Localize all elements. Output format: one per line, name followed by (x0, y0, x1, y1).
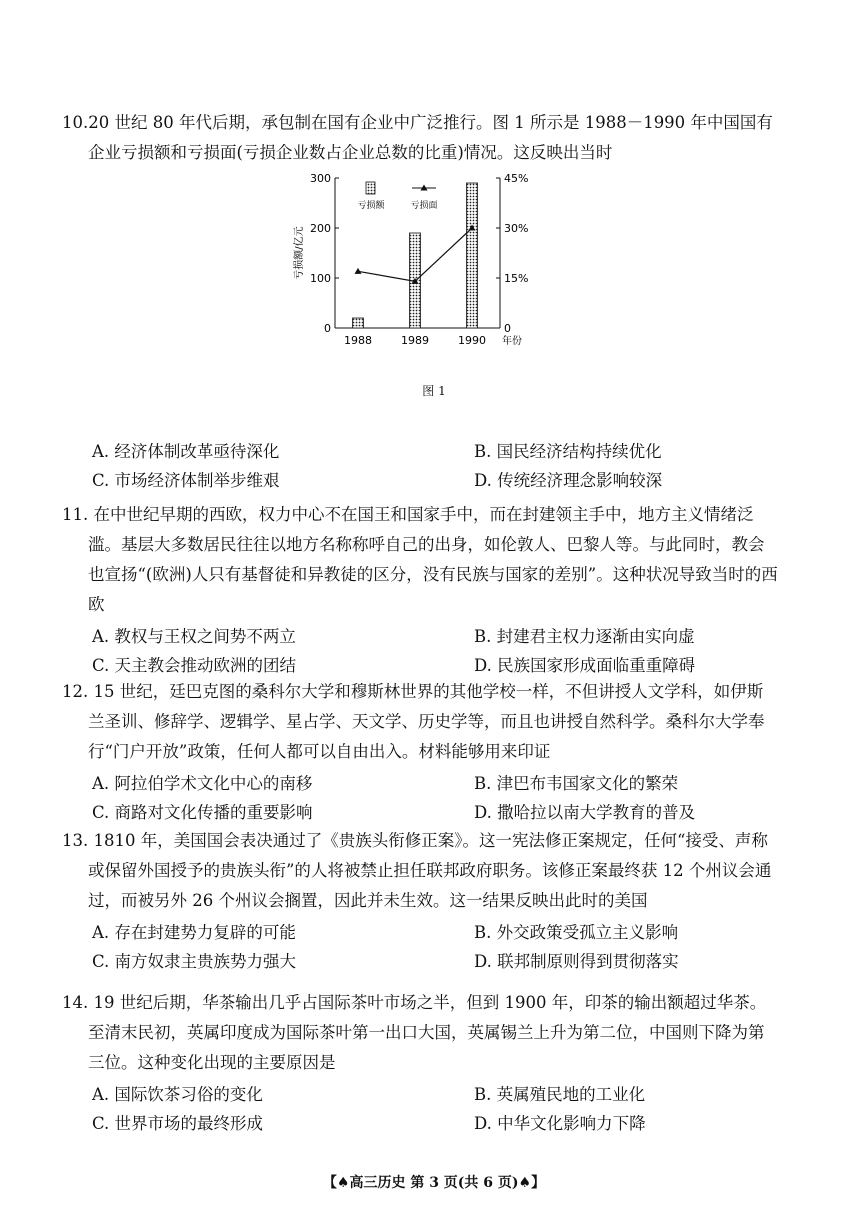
option-d[interactable]: D. 中华文化影响力下降 (474, 1114, 646, 1133)
figure-1-chart (280, 168, 570, 358)
question-stem: 10.20 世纪 80 年代后期，承包制在国有企业中广泛推行。图 1 所示是 1988－1990 年中国国有企业亏损额和亏损面(亏损企业数占企业总数的比重)情况。这反映出当时 (62, 113, 773, 162)
figure-caption: 图 1 (422, 384, 446, 398)
y-axis-label: 亏损额/亿元 (294, 226, 305, 280)
x-tick-label: 1990 (458, 334, 486, 347)
loss-chart-svg (280, 168, 570, 358)
line-point-1988 (355, 268, 362, 274)
option-b[interactable]: B. 英属殖民地的工业化 (474, 1085, 646, 1104)
option-c[interactable]: C. 南方奴隶主贵族势力强大 (92, 952, 297, 971)
legend-line-label: 亏损面 (410, 201, 438, 211)
option-d[interactable]: D. 传统经济理念影响较深 (474, 471, 663, 490)
legend-bar-label: 亏损额 (357, 201, 385, 211)
left-tick-label: 200 (310, 222, 331, 235)
bar-1990 (467, 183, 478, 328)
option-a[interactable]: A. 国际饮茶习俗的变化 (92, 1085, 263, 1104)
right-tick-label: 0 (504, 322, 511, 335)
option-d[interactable]: D. 民族国家形成面临重重障碍 (474, 656, 696, 675)
question-10-options (62, 435, 778, 495)
option-a[interactable]: A. 经济体制改革亟待深化 (92, 442, 280, 461)
question-stem: 11. 在中世纪早期的西欧，权力中心不在国王和国家手中，而在封建领主手中，地方主义情绪泛滥。基层大多数居民往往以地方名称称呼自己的出身，如伦敦人、巴黎人等。与此同时，教会也宣扬“(欧洲)人只有基督徒和异教徒的区分，没有民族与国家的差别”。这种状况导致当时的西欧 (62, 505, 778, 614)
option-d[interactable]: D. 联邦制原则得到贯彻落实 (474, 952, 679, 971)
left-tick-label: 300 (310, 172, 331, 185)
left-tick-label: 0 (324, 322, 331, 335)
right-tick-label: 45% (504, 172, 529, 185)
legend-bar-swatch (366, 182, 375, 194)
question-11 (62, 500, 778, 680)
option-b[interactable]: B. 国民经济结构持续优化 (474, 442, 662, 461)
option-b[interactable]: B. 津巴布韦国家文化的繁荣 (474, 774, 679, 793)
x-tick-label: 1989 (401, 334, 429, 347)
question-13 (62, 826, 778, 976)
option-c[interactable]: C. 天主教会推动欧洲的团结 (92, 656, 297, 675)
question-stem: 14. 19 世纪后期，华茶输出几乎占国际茶叶市场之半，但到 1900 年，印茶的输出额超过华茶。至清末民初，英属印度成为国际茶叶第一出口大国，英属锡兰上升为第二位，中国则下降为第三位。这种变化出现的主要原因是 (62, 993, 767, 1072)
option-d[interactable]: D. 撒哈拉以南大学教育的普及 (474, 803, 696, 822)
left-tick-label: 100 (310, 272, 331, 285)
bar-1988 (353, 318, 364, 328)
x-tick-label: 1988 (344, 334, 372, 347)
option-a[interactable]: A. 教权与王权之间势不两立 (92, 627, 296, 646)
option-c[interactable]: C. 世界市场的最终形成 (92, 1114, 264, 1133)
option-a[interactable]: A. 阿拉伯学术文化中心的南移 (92, 774, 313, 793)
question-stem: 13. 1810 年，美国国会表决通过了《贵族头衔修正案》。这一宪法修正案规定，任何“接受、声称或保留外国授予的贵族头衔”的人将被禁止担任联邦政府职务。该修正案最终获 12 个州议会通过，而被另外 26 个州议会搁置，因此并未生效。这一结果反映出此时的美国 (62, 831, 772, 910)
right-tick-label: 30% (504, 222, 529, 235)
option-c[interactable]: C. 商路对文化传播的重要影响 (92, 803, 313, 822)
option-c[interactable]: C. 市场经济体制举步维艰 (92, 471, 280, 490)
option-a[interactable]: A. 存在封建势力复辟的可能 (92, 923, 296, 942)
option-b[interactable]: B. 外交政策受孤立主义影响 (474, 923, 679, 942)
question-10 (62, 108, 778, 168)
right-tick-label: 15% (504, 272, 529, 285)
question-14 (62, 988, 778, 1138)
question-stem: 12. 15 世纪，廷巴克图的桑科尔大学和穆斯林世界的其他学校一样，不但讲授人文学科，如伊斯兰圣训、修辞学、逻辑学、星占学、天文学、历史学等，而且也讲授自然科学。桑科尔大学奉行“门户开放”政策，任何人都可以自由出入。材料能够用来印证 (62, 682, 765, 761)
page-footer: 【♠高三历史 第 3 页(共 6 页)♠】 (322, 1175, 546, 1191)
question-12 (62, 677, 778, 827)
x-unit-label: 年份 (502, 336, 522, 347)
option-b[interactable]: B. 封建君主权力逐渐由实向虚 (474, 627, 695, 646)
